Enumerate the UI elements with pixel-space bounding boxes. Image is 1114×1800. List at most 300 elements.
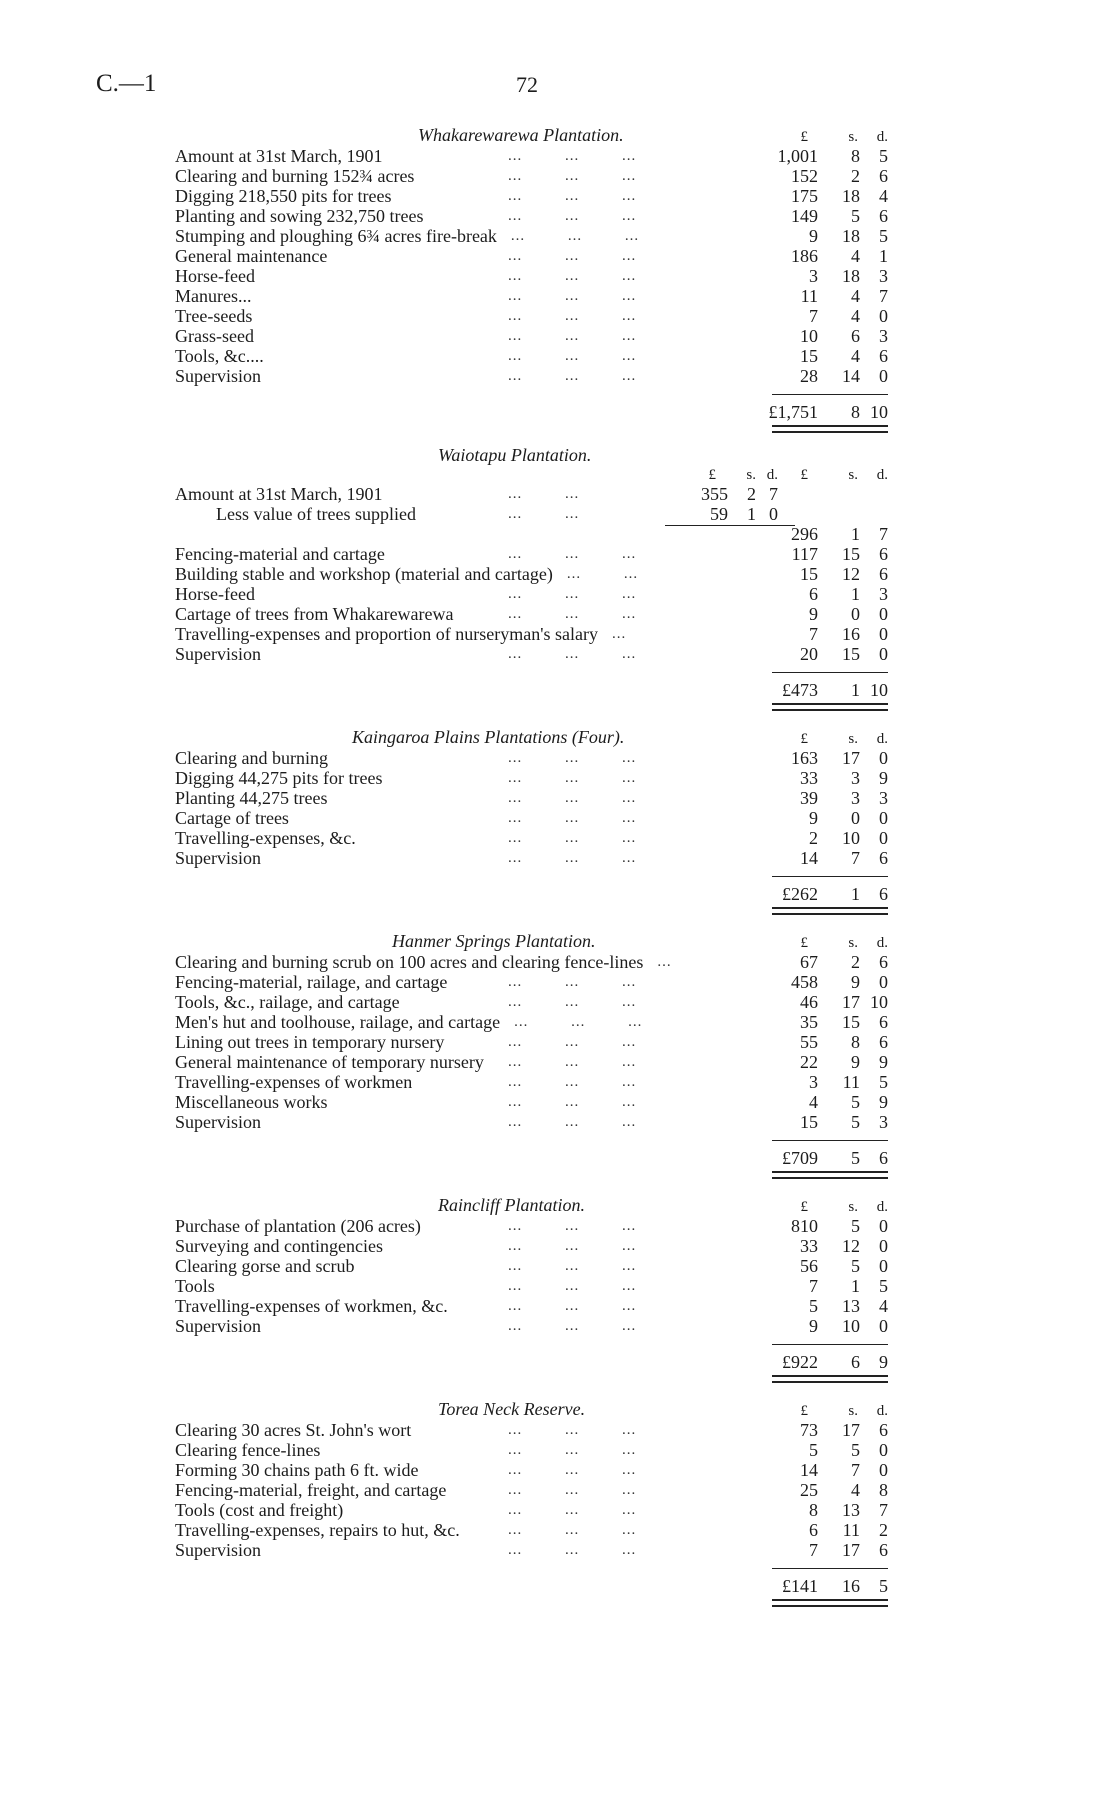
- item-label: Clearing 30 acres St. John's wort: [175, 1420, 412, 1440]
- total-pence: 9: [879, 1352, 888, 1372]
- item-pence: 4: [879, 1296, 888, 1316]
- item-shillings: 18: [842, 226, 860, 246]
- item-pence: 6: [879, 1540, 888, 1560]
- item-pence: 6: [879, 1012, 888, 1032]
- line-item: [0, 1440, 1114, 1460]
- total-shillings: 1: [851, 680, 860, 700]
- item-shillings: 5: [851, 1092, 860, 1112]
- item-label: Clearing and burning scrub on 100 acres and clearing fence-lines: [175, 952, 644, 972]
- sub-pounds: 59: [710, 504, 728, 524]
- item-amount: [770, 1236, 888, 1256]
- total-amount: [770, 400, 888, 424]
- item-label: Manures...: [175, 286, 252, 306]
- dot-leader: ... ... ...: [508, 148, 637, 164]
- item-label: Men's hut and toolhouse, railage, and cartage: [175, 1012, 501, 1032]
- net-amount: [770, 524, 888, 544]
- item-label: Fencing-material, railage, and cartage: [175, 972, 448, 992]
- double-rule: [772, 1171, 888, 1179]
- item-shillings: 10: [842, 1316, 860, 1336]
- dot-leader: ... ... ...: [510, 228, 640, 244]
- dot-leader: ... ... ...: [508, 1522, 637, 1538]
- less-row: [0, 504, 1114, 524]
- item-pounds: 56: [800, 1256, 818, 1276]
- dot-leader: ... ... ...: [508, 1278, 637, 1294]
- section-waiotapu-plantation: [0, 444, 1114, 712]
- item-amount: [770, 748, 888, 768]
- dot-leader: ... ... ...: [508, 850, 637, 866]
- line-item: [0, 544, 1114, 564]
- line-item: [0, 748, 1114, 768]
- item-pence: 1: [879, 246, 888, 266]
- item-shillings: 5: [851, 1440, 860, 1460]
- item-shillings: 5: [851, 206, 860, 226]
- item-amount: [770, 1256, 888, 1276]
- item-pence: 3: [879, 266, 888, 286]
- total-pounds: £922: [782, 1352, 818, 1372]
- net-pence: 7: [879, 524, 888, 544]
- item-pounds: 175: [791, 186, 818, 206]
- item-shillings: 7: [851, 1460, 860, 1480]
- currency-headings: [770, 1196, 888, 1216]
- line-item: [0, 604, 1114, 624]
- line-item: [0, 1032, 1114, 1052]
- item-label: Purchase of plantation (206 acres): [175, 1216, 421, 1236]
- total-rule: [772, 876, 888, 877]
- section-heading: [0, 1194, 1114, 1216]
- item-shillings: 8: [851, 146, 860, 166]
- dot-leader: ... ...: [508, 486, 580, 502]
- item-pounds: 186: [791, 246, 818, 266]
- item-label: Horse-feed: [175, 266, 255, 286]
- item-amount: [770, 346, 888, 366]
- currency-headings: [770, 464, 888, 484]
- total-rule: [772, 1344, 888, 1345]
- item-amount: [770, 1112, 888, 1132]
- dot-leader: ... ... ...: [508, 348, 637, 364]
- item-label: Supervision: [175, 1112, 262, 1132]
- sub-shillings: 1: [747, 504, 756, 524]
- dot-leader: ... ... ...: [508, 1422, 637, 1438]
- total-pounds: £141: [782, 1576, 818, 1596]
- total-rule: [772, 1140, 888, 1141]
- dot-leader: ... ... ...: [508, 750, 637, 766]
- item-pence: 5: [879, 146, 888, 166]
- sub-shillings: 2: [747, 484, 756, 504]
- line-item: [0, 186, 1114, 206]
- page-header: [96, 70, 1026, 102]
- item-shillings: 0: [851, 604, 860, 624]
- total-pounds: £262: [782, 884, 818, 904]
- section-total: [0, 1574, 1114, 1598]
- item-pounds: 33: [800, 1236, 818, 1256]
- item-shillings: 17: [842, 992, 860, 1012]
- item-amount: [770, 1296, 888, 1316]
- item-amount: [770, 1420, 888, 1440]
- item-pounds: 7: [809, 1276, 818, 1296]
- item-label: Stumping and ploughing 6¾ acres fire-break: [175, 226, 497, 246]
- item-shillings: 4: [851, 346, 860, 366]
- item-label: Travelling-expenses, &c.: [175, 828, 356, 848]
- item-pounds: 6: [809, 584, 818, 604]
- dot-leader: ... ... ...: [508, 1094, 637, 1110]
- item-pence: 0: [879, 1440, 888, 1460]
- item-label: Fencing-material and cartage: [175, 544, 385, 564]
- item-shillings: 5: [851, 1256, 860, 1276]
- item-pence: 6: [879, 564, 888, 584]
- item-pence: 9: [879, 768, 888, 788]
- item-label: Tools: [175, 1276, 215, 1296]
- total-spacer: [0, 1560, 1114, 1574]
- shillings-heading: s.: [848, 1199, 858, 1215]
- item-pounds: 15: [800, 564, 818, 584]
- item-pounds: 14: [800, 1460, 818, 1480]
- item-label: General maintenance of temporary nursery: [175, 1052, 484, 1072]
- double-rule: [772, 703, 888, 711]
- item-shillings: 4: [851, 306, 860, 326]
- item-shillings: 6: [851, 326, 860, 346]
- item-amount: [770, 206, 888, 226]
- line-item: [0, 266, 1114, 286]
- item-shillings: 2: [851, 166, 860, 186]
- item-shillings: 9: [851, 1052, 860, 1072]
- item-amount: [770, 828, 888, 848]
- double-rule-row: [0, 1598, 1114, 1608]
- line-item: [0, 808, 1114, 828]
- dot-leader: ... ... ...: [508, 646, 637, 662]
- item-pence: 0: [879, 1216, 888, 1236]
- item-amount: [770, 644, 888, 664]
- section-raincliff-plantation: [0, 1194, 1114, 1384]
- item-label: Horse-feed: [175, 584, 255, 604]
- item-amount: [770, 1540, 888, 1560]
- item-label: Lining out trees in temporary nursery: [175, 1032, 445, 1052]
- line-item: [0, 1500, 1114, 1520]
- item-amount: [770, 1052, 888, 1072]
- item-pence: 0: [879, 1236, 888, 1256]
- dot-leader: ... ... ...: [508, 328, 637, 344]
- item-shillings: 18: [842, 266, 860, 286]
- item-pence: 6: [879, 952, 888, 972]
- item-pence: 0: [879, 828, 888, 848]
- line-item: [0, 1480, 1114, 1500]
- item-amount: [770, 1216, 888, 1236]
- pence-heading: d.: [766, 467, 778, 483]
- item-shillings: 5: [851, 1112, 860, 1132]
- total-spacer: [0, 1336, 1114, 1350]
- item-label: Digging 218,550 pits for trees: [175, 186, 392, 206]
- dot-leader: ... ... ...: [508, 1238, 637, 1254]
- item-label: Supervision: [175, 1540, 262, 1560]
- item-label: Clearing fence-lines: [175, 1440, 321, 1460]
- line-item: [0, 952, 1114, 972]
- pounds-heading: £: [800, 1199, 808, 1215]
- dot-leader: ... ... ...: [508, 586, 637, 602]
- item-pence: 6: [879, 1032, 888, 1052]
- item-amount: [770, 1032, 888, 1052]
- total-amount: [770, 1350, 888, 1374]
- item-shillings: 14: [842, 366, 860, 386]
- item-pence: 5: [879, 1276, 888, 1296]
- item-shillings: 17: [842, 1540, 860, 1560]
- currency-headings: [770, 1400, 888, 1420]
- section-title: Whakarewarewa Plantation.: [418, 125, 624, 145]
- item-amount: [770, 1500, 888, 1520]
- line-item: [0, 1540, 1114, 1560]
- item-shillings: 15: [842, 1012, 860, 1032]
- item-pence: 7: [879, 1500, 888, 1520]
- currency-headings: [770, 728, 888, 748]
- item-amount: [770, 1460, 888, 1480]
- pounds-heading: £: [708, 467, 716, 483]
- item-pounds: 7: [809, 624, 818, 644]
- total-shillings: 1: [851, 884, 860, 904]
- item-shillings: 0: [851, 808, 860, 828]
- item-pounds: 67: [800, 952, 818, 972]
- item-label: Fencing-material, freight, and cartage: [175, 1480, 447, 1500]
- line-item: [0, 286, 1114, 306]
- dot-leader: ... ... ...: [508, 288, 637, 304]
- item-pounds: 4: [809, 1092, 818, 1112]
- item-shillings: 5: [851, 1216, 860, 1236]
- item-pounds: 3: [809, 1072, 818, 1092]
- item-label: Tools, &c., railage, and cartage: [175, 992, 400, 1012]
- item-pounds: 9: [809, 604, 818, 624]
- pence-heading: d.: [876, 467, 888, 483]
- total-shillings: 5: [851, 1148, 860, 1168]
- double-rule-row: [0, 424, 1114, 434]
- item-shillings: 7: [851, 848, 860, 868]
- item-amount: [770, 1276, 888, 1296]
- total-amount: [770, 1574, 888, 1598]
- total-spacer: [0, 868, 1114, 882]
- line-item: [0, 972, 1114, 992]
- line-item: [0, 1216, 1114, 1236]
- line-item: [0, 246, 1114, 266]
- item-pence: 9: [879, 1052, 888, 1072]
- dot-leader: ... ... ...: [508, 1034, 637, 1050]
- item-pounds: 25: [800, 1480, 818, 1500]
- item-pounds: 7: [809, 306, 818, 326]
- item-amount: [770, 1480, 888, 1500]
- item-pence: 2: [879, 1520, 888, 1540]
- item-shillings: 12: [842, 1236, 860, 1256]
- item-pence: 0: [879, 644, 888, 664]
- line-item: [0, 166, 1114, 186]
- item-pence: 0: [879, 1460, 888, 1480]
- double-rule-row: [0, 906, 1114, 916]
- item-pounds: 9: [809, 808, 818, 828]
- item-shillings: 11: [842, 1520, 860, 1540]
- section-total: [0, 678, 1114, 702]
- dot-leader: ... ... ...: [508, 546, 637, 562]
- total-spacer: [0, 1132, 1114, 1146]
- dot-leader: ... ... ...: [508, 308, 637, 324]
- item-amount: [770, 624, 888, 644]
- row-label: Less value of trees supplied: [216, 504, 416, 524]
- line-item: [0, 1296, 1114, 1316]
- accounts-body: [0, 124, 1114, 1608]
- item-shillings: 11: [842, 1072, 860, 1092]
- net-shillings: 1: [851, 524, 860, 544]
- double-rule: [772, 907, 888, 915]
- total-pounds: £473: [782, 680, 818, 700]
- item-amount: [770, 166, 888, 186]
- dot-leader: ... ... ...: [508, 1462, 637, 1478]
- total-shillings: 16: [842, 1576, 860, 1596]
- line-item: [0, 1316, 1114, 1336]
- dot-leader: ... ... ...: [508, 994, 637, 1010]
- item-label: Clearing gorse and scrub: [175, 1256, 355, 1276]
- item-pence: 6: [879, 166, 888, 186]
- item-pence: 3: [879, 326, 888, 346]
- item-pounds: 46: [800, 992, 818, 1012]
- pounds-heading: £: [800, 129, 808, 145]
- pence-heading: d.: [876, 731, 888, 747]
- item-pence: 7: [879, 286, 888, 306]
- item-shillings: 4: [851, 246, 860, 266]
- item-pence: 6: [879, 346, 888, 366]
- item-shillings: 17: [842, 1420, 860, 1440]
- item-amount: [770, 146, 888, 166]
- currency-headings: [770, 932, 888, 952]
- item-label: Cartage of trees from Whakarewarewa: [175, 604, 454, 624]
- sub-amount: [660, 484, 778, 504]
- line-item: [0, 1012, 1114, 1032]
- dot-leader: ...: [657, 954, 672, 970]
- item-pounds: 35: [800, 1012, 818, 1032]
- item-label: General maintenance: [175, 246, 328, 266]
- item-shillings: 8: [851, 1032, 860, 1052]
- section-whakarewarewa-plantation: [0, 124, 1114, 434]
- item-shillings: 3: [851, 788, 860, 808]
- line-item: [0, 1112, 1114, 1132]
- pence-heading: d.: [876, 129, 888, 145]
- line-item: [0, 1092, 1114, 1112]
- item-shillings: 10: [842, 828, 860, 848]
- dot-leader: ... ... ...: [508, 1218, 637, 1234]
- item-label: Travelling-expenses, repairs to hut, &c.: [175, 1520, 460, 1540]
- item-pence: 10: [870, 992, 888, 1012]
- item-amount: [770, 604, 888, 624]
- item-pounds: 39: [800, 788, 818, 808]
- dot-leader: ... ... ...: [508, 1054, 637, 1070]
- dot-leader: ... ... ...: [508, 248, 637, 264]
- double-rule: [772, 1375, 888, 1383]
- dot-leader: ... ... ...: [508, 830, 637, 846]
- shillings-heading: s.: [848, 467, 858, 483]
- section-heading: [0, 726, 1114, 748]
- section-hanmer-springs-plantation: [0, 930, 1114, 1180]
- dot-leader: ... ... ...: [508, 606, 637, 622]
- line-item: [0, 366, 1114, 386]
- item-pounds: 11: [800, 286, 818, 306]
- item-pounds: 3: [809, 266, 818, 286]
- item-pounds: 1,001: [777, 146, 818, 166]
- section-total: [0, 882, 1114, 906]
- total-rule: [772, 672, 888, 673]
- shillings-heading: s.: [848, 129, 858, 145]
- line-item: [0, 1236, 1114, 1256]
- item-amount: [770, 972, 888, 992]
- dot-leader: ... ...: [566, 566, 639, 582]
- item-pounds: 9: [809, 1316, 818, 1336]
- item-shillings: 1: [851, 584, 860, 604]
- item-label: Grass-seed: [175, 326, 254, 346]
- line-item: [0, 306, 1114, 326]
- currency-headings: [770, 126, 888, 146]
- item-pence: 0: [879, 808, 888, 828]
- item-amount: [770, 768, 888, 788]
- item-label: Amount at 31st March, 1901: [175, 146, 383, 166]
- pounds-heading: £: [800, 731, 808, 747]
- row-label: Amount at 31st March, 1901: [175, 484, 383, 504]
- item-shillings: 15: [842, 544, 860, 564]
- item-pounds: 810: [791, 1216, 818, 1236]
- section-title: Kaingaroa Plains Plantations (Four).: [352, 727, 625, 747]
- double-rule-row: [0, 702, 1114, 712]
- total-pounds: £1,751: [768, 402, 818, 422]
- item-pounds: 5: [809, 1440, 818, 1460]
- item-pence: 0: [879, 748, 888, 768]
- sub-amount: [660, 504, 778, 524]
- item-label: Surveying and contingencies: [175, 1236, 383, 1256]
- line-item: [0, 1072, 1114, 1092]
- item-amount: [770, 952, 888, 972]
- item-amount: [770, 1520, 888, 1540]
- item-pence: 8: [879, 1480, 888, 1500]
- item-pence: 6: [879, 206, 888, 226]
- item-amount: [770, 584, 888, 604]
- item-shillings: 9: [851, 972, 860, 992]
- item-pounds: 149: [791, 206, 818, 226]
- total-amount: [770, 1146, 888, 1170]
- total-rule: [772, 1568, 888, 1569]
- section-kaingaroa-plains-plantations-four: [0, 726, 1114, 916]
- dot-leader: ... ... ...: [508, 1442, 637, 1458]
- double-rule: [772, 425, 888, 433]
- pence-heading: d.: [876, 1199, 888, 1215]
- shillings-heading: s.: [848, 731, 858, 747]
- item-pounds: 14: [800, 848, 818, 868]
- item-label: Tools, &c....: [175, 346, 264, 366]
- item-amount: [770, 544, 888, 564]
- line-item: [0, 1276, 1114, 1296]
- item-label: Travelling-expenses of workmen: [175, 1072, 413, 1092]
- line-item: [0, 1256, 1114, 1276]
- line-item: [0, 1520, 1114, 1540]
- item-pounds: 55: [800, 1032, 818, 1052]
- item-pounds: 10: [800, 326, 818, 346]
- item-label: Tools (cost and freight): [175, 1500, 344, 1520]
- item-shillings: 1: [851, 1276, 860, 1296]
- dot-leader: ... ... ...: [514, 1014, 643, 1030]
- item-pounds: 6: [809, 1520, 818, 1540]
- item-pounds: 73: [800, 1420, 818, 1440]
- section-title: Raincliff Plantation.: [438, 1195, 585, 1215]
- item-pounds: 458: [791, 972, 818, 992]
- line-item: [0, 624, 1114, 644]
- item-label: Forming 30 chains path 6 ft. wide: [175, 1460, 419, 1480]
- item-label: Travelling-expenses and proportion of nurseryman's salary: [175, 624, 598, 644]
- item-label: Supervision: [175, 1316, 262, 1336]
- section-heading: [0, 444, 1114, 484]
- line-item: [0, 146, 1114, 166]
- total-amount: [770, 882, 888, 906]
- line-item: [0, 992, 1114, 1012]
- item-pence: 3: [879, 788, 888, 808]
- item-amount: [770, 808, 888, 828]
- item-pence: 5: [879, 226, 888, 246]
